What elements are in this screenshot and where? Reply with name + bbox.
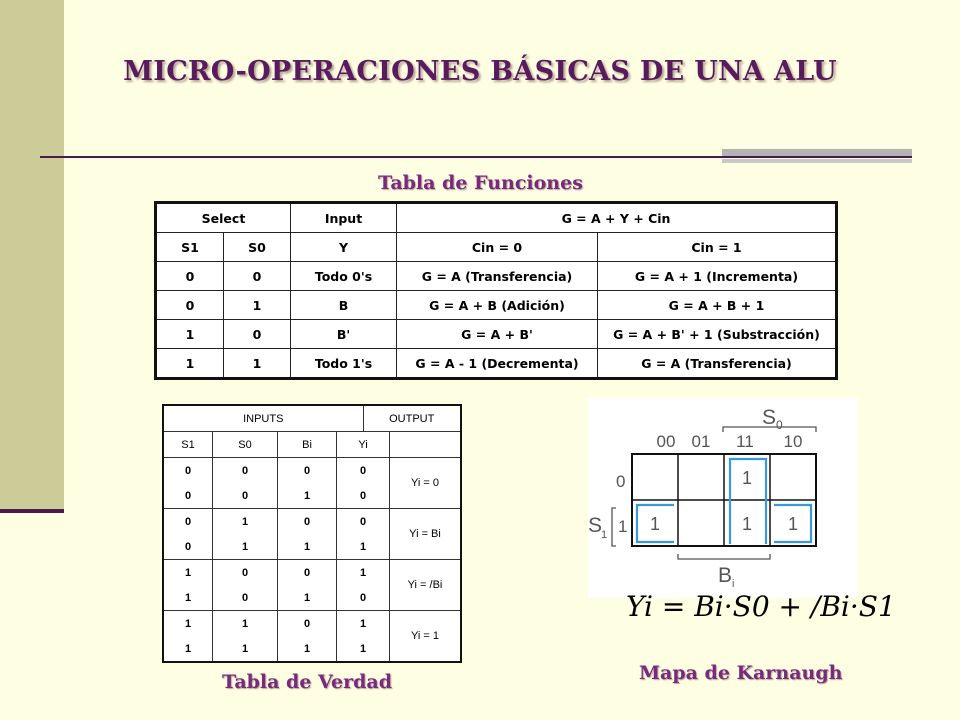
kmap-col-label: 00 <box>656 432 676 451</box>
header-inputs: INPUTS <box>163 405 363 432</box>
left-decor-line <box>0 509 64 513</box>
cell: 0 <box>163 458 213 484</box>
cell: G = A + B' + 1 (Substracción) <box>598 320 837 349</box>
header-bi: Bi <box>278 432 337 458</box>
header-y: Y <box>291 233 397 262</box>
header-cin0: Cin = 0 <box>397 233 598 262</box>
kmap-row-label: 0 <box>616 472 626 491</box>
cell: 1 <box>163 585 213 611</box>
truth-table-subheader-row <box>163 432 461 458</box>
kmap-cell-value: 1 <box>741 514 753 534</box>
header-s0: S0 <box>224 233 291 262</box>
cell: 1 <box>224 291 291 320</box>
cell: 0 <box>163 483 213 509</box>
slide-title: MICRO-OPERACIONES BÁSICAS DE UNA ALU <box>123 56 837 87</box>
kmap-col-label: 01 <box>691 432 711 451</box>
table-row <box>163 560 461 586</box>
header-g-formula: G = A + Y + Cin <box>397 203 837 233</box>
function-table-header-row <box>156 203 837 233</box>
cell: 1 <box>337 534 390 560</box>
header-select: Select <box>156 203 291 233</box>
table-row <box>156 320 837 349</box>
cell: 1 <box>163 636 213 662</box>
cell: G = A + B' <box>397 320 598 349</box>
table-row <box>163 509 461 535</box>
header-yi: Yi <box>337 432 390 458</box>
cell: Todo 1's <box>291 349 397 379</box>
cell: G = A + B + 1 <box>598 291 837 320</box>
truth-table-header-row <box>163 405 461 432</box>
cell: G = A (Transferencia) <box>598 349 837 379</box>
cell: 1 <box>337 560 390 586</box>
cell: 0 <box>213 458 278 484</box>
cell: 1 <box>224 349 291 379</box>
kmap-col-label: 11 <box>736 432 754 451</box>
cell: 0 <box>278 458 337 484</box>
cell: 0 <box>163 509 213 535</box>
kmap-cell-value: 1 <box>787 514 799 534</box>
truth-table <box>162 404 462 663</box>
cell: 1 <box>156 320 224 349</box>
cell: 0 <box>278 560 337 586</box>
cell: 0 <box>156 291 224 320</box>
cell: 0 <box>213 560 278 586</box>
kmap-col-label: 10 <box>783 432 803 451</box>
cell: 0 <box>278 509 337 535</box>
kmap-bottom-var: B <box>718 564 733 587</box>
cell: 1 <box>278 585 337 611</box>
kmap-top-sub: 0 <box>776 418 783 432</box>
title-rule-accent-lower <box>722 159 912 163</box>
header-input: Input <box>291 203 397 233</box>
kmap-row-label: 1 <box>618 517 628 536</box>
cell: 1 <box>163 611 213 637</box>
header-output: OUTPUT <box>363 405 461 432</box>
table-row <box>163 611 461 637</box>
output-cell: Yi = 0 <box>390 458 462 509</box>
header-s0: S0 <box>213 432 278 458</box>
cell: 0 <box>224 320 291 349</box>
cell: 0 <box>213 483 278 509</box>
cell: 0 <box>337 509 390 535</box>
cell: G = A + 1 (Incrementa) <box>598 262 837 291</box>
cell: Todo 0's <box>291 262 397 291</box>
header-cin1: Cin = 1 <box>598 233 837 262</box>
function-table-heading: Tabla de Funciones <box>378 172 583 194</box>
cell: 1 <box>213 611 278 637</box>
cell: 1 <box>337 636 390 662</box>
kmap-top-var: S <box>762 406 777 429</box>
table-row <box>156 291 837 320</box>
header-blank <box>390 432 462 458</box>
cell: G = A - 1 (Decrementa) <box>397 349 598 379</box>
output-cell: Yi = Bi <box>390 509 462 560</box>
cell: 0 <box>224 262 291 291</box>
cell: 1 <box>163 560 213 586</box>
table-row <box>156 262 837 291</box>
cell: B' <box>291 320 397 349</box>
output-cell: Yi = /Bi <box>390 560 462 611</box>
cell: 0 <box>156 262 224 291</box>
table-row <box>156 349 837 379</box>
cell: 0 <box>337 585 390 611</box>
cell: 1 <box>213 636 278 662</box>
cell: 0 <box>213 585 278 611</box>
table-row <box>163 458 461 484</box>
kmap-side-var: S <box>588 514 603 537</box>
kmap-formula: Yi = Bi·S0 + /Bi·S1 <box>626 590 896 623</box>
kmap-cell-value: 1 <box>649 514 661 534</box>
cell: 1 <box>278 483 337 509</box>
kmap-bottom-sub: i <box>732 578 735 590</box>
cell: 1 <box>337 611 390 637</box>
cell: 0 <box>278 611 337 637</box>
cell: 1 <box>156 349 224 379</box>
output-cell: Yi = 1 <box>390 611 462 663</box>
cell: G = A (Transferencia) <box>397 262 598 291</box>
cell: B <box>291 291 397 320</box>
cell: 1 <box>278 636 337 662</box>
kmap-side-sub: 1 <box>601 529 608 541</box>
title-rule <box>40 156 912 158</box>
header-s1: S1 <box>156 233 224 262</box>
header-s1: S1 <box>163 432 213 458</box>
cell: 0 <box>163 534 213 560</box>
karnaugh-heading: Mapa de Karnaugh <box>639 662 843 684</box>
cell: 1 <box>213 509 278 535</box>
function-table-subheader-row <box>156 233 837 262</box>
cell: 0 <box>337 458 390 484</box>
karnaugh-map <box>588 398 858 598</box>
function-table <box>154 201 838 380</box>
cell: 1 <box>278 534 337 560</box>
kmap-cell-value: 1 <box>741 468 753 488</box>
cell: G = A + B (Adición) <box>397 291 598 320</box>
cell: 1 <box>213 534 278 560</box>
truth-table-heading: Tabla de Verdad <box>222 671 393 693</box>
cell: 0 <box>337 483 390 509</box>
